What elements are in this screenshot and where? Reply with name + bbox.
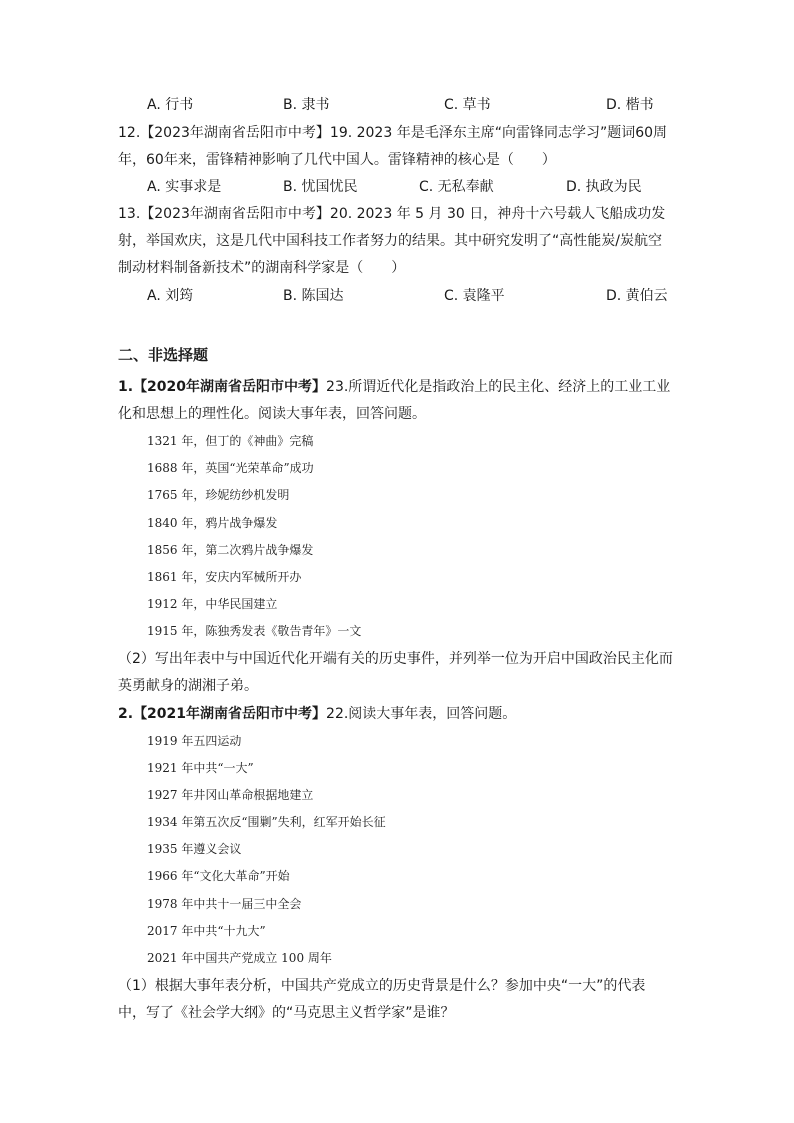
p2-timeline-item: 1927 年井冈山革命根据地建立 <box>147 788 314 802</box>
p1-number: 1. <box>118 379 134 395</box>
p1-timeline-item: 1915 年，陈独秀发表《敬告青年》一文 <box>147 624 362 638</box>
q12-number: 12. <box>118 125 141 141</box>
p1-timeline-item: 1861 年，安庆内军械所开办 <box>147 570 302 584</box>
p1-timeline-item: 1856 年，第二次鸦片战争爆发 <box>147 543 314 557</box>
p2-subquestion-line2: 中，写了《社会学大纲》的“马克思主义哲学家”是谁？ <box>118 1005 455 1021</box>
p1-subquestion-line1: （2）写出年表中与中国近代化开端有关的历史事件，并列举一位为开启中国政治民主化而 <box>118 651 673 667</box>
q13-text-1: 20. 2023 年 5 月 30 日，神舟十六号载人飞船成功发 <box>329 206 666 222</box>
p1-timeline-item: 1765 年，珍妮纺纱机发明 <box>147 488 290 502</box>
p2-timeline-item: 1966 年“文化大革命”开始 <box>147 869 290 883</box>
q13-text-2: 射，举国欢庆，这是几代中国科技工作者努力的结果。其中研究发明了“高性能炭/炭航空 <box>118 233 662 249</box>
p2-timeline-item: 1934 年第五次反“围剿”失利，红军开始长征 <box>147 815 386 829</box>
q12-line1 <box>118 124 667 142</box>
p1-timeline-item: 1321 年，但丁的《神曲》完稿 <box>147 434 314 448</box>
q12-option-b: B. 忧国忧民 <box>283 179 358 195</box>
p1-source: 【2020年湖南省岳阳市中考】 <box>133 379 327 395</box>
q13-option-d: D. 黄伯云 <box>606 288 668 304</box>
q13-source: 【2023年湖南省岳阳市中考】 <box>140 206 330 222</box>
q13-line1 <box>118 205 665 223</box>
q12-option-d: D. 执政为民 <box>566 179 642 195</box>
q11-option-a: A. 行书 <box>147 97 194 113</box>
p1-line1 <box>118 378 670 396</box>
p1-timeline-item: 1840 年，鸦片战争爆发 <box>147 516 278 530</box>
p2-timeline-item: 1935 年遵义会议 <box>147 842 242 856</box>
p1-text-2: 化和思想上的理性化。阅读大事年表，回答问题。 <box>118 406 426 422</box>
q12-source: 【2023年湖南省岳阳市中考】 <box>140 125 330 141</box>
p2-timeline-item: 1978 年中共十一届三中全会 <box>147 897 302 911</box>
section-heading: 二、非选择题 <box>118 346 209 364</box>
q13-option-a: A. 刘筠 <box>147 288 194 304</box>
p1-timeline-item: 1688 年，英国“光荣革命”成功 <box>147 461 314 475</box>
p2-subquestion-line1: （1）根据大事年表分析，中国共产党成立的历史背景是什么？参加中央“一大”的代表 <box>118 978 646 994</box>
p2-text-1: 22.阅读大事年表，回答问题。 <box>326 706 517 722</box>
q12-text-2: 年，60年来，雷锋精神影响了几代中国人。雷锋精神的核心是（ ） <box>118 152 556 168</box>
p2-line1 <box>118 705 516 723</box>
q12-option-c: C. 无私奉献 <box>419 179 494 195</box>
p1-timeline-item: 1912 年，中华民国建立 <box>147 597 278 611</box>
p2-source: 【2021年湖南省岳阳市中考】 <box>133 706 327 722</box>
p1-text-1: 23.所谓近代化是指政治上的民主化、经济上的工业工业 <box>326 379 671 395</box>
p2-timeline-item: 1919 年五四运动 <box>147 734 242 748</box>
p2-timeline-item: 2017 年中共“十九大” <box>147 924 266 938</box>
q13-text-3: 制动材料制备新技术”的湖南科学家是（ ） <box>118 260 406 276</box>
q13-option-b: B. 陈国达 <box>283 288 344 304</box>
q11-option-b: B. 隶书 <box>283 97 330 113</box>
p2-number: 2. <box>118 706 134 722</box>
q13-option-c: C. 袁隆平 <box>444 288 505 304</box>
p1-subquestion-line2: 英勇献身的湖湘子弟。 <box>118 678 258 694</box>
q12-text-1: 19. 2023 年是毛泽东主席“向雷锋同志学习”题词60周 <box>329 125 668 141</box>
q11-option-d: D. 楷书 <box>606 97 654 113</box>
p2-timeline-item: 2021 年中国共产党成立 100 周年 <box>147 951 332 965</box>
q11-option-c: C. 草书 <box>444 97 491 113</box>
q13-number: 13. <box>118 206 141 222</box>
q12-option-a: A. 实事求是 <box>147 179 222 195</box>
p2-timeline-item: 1921 年中共“一大” <box>147 761 254 775</box>
